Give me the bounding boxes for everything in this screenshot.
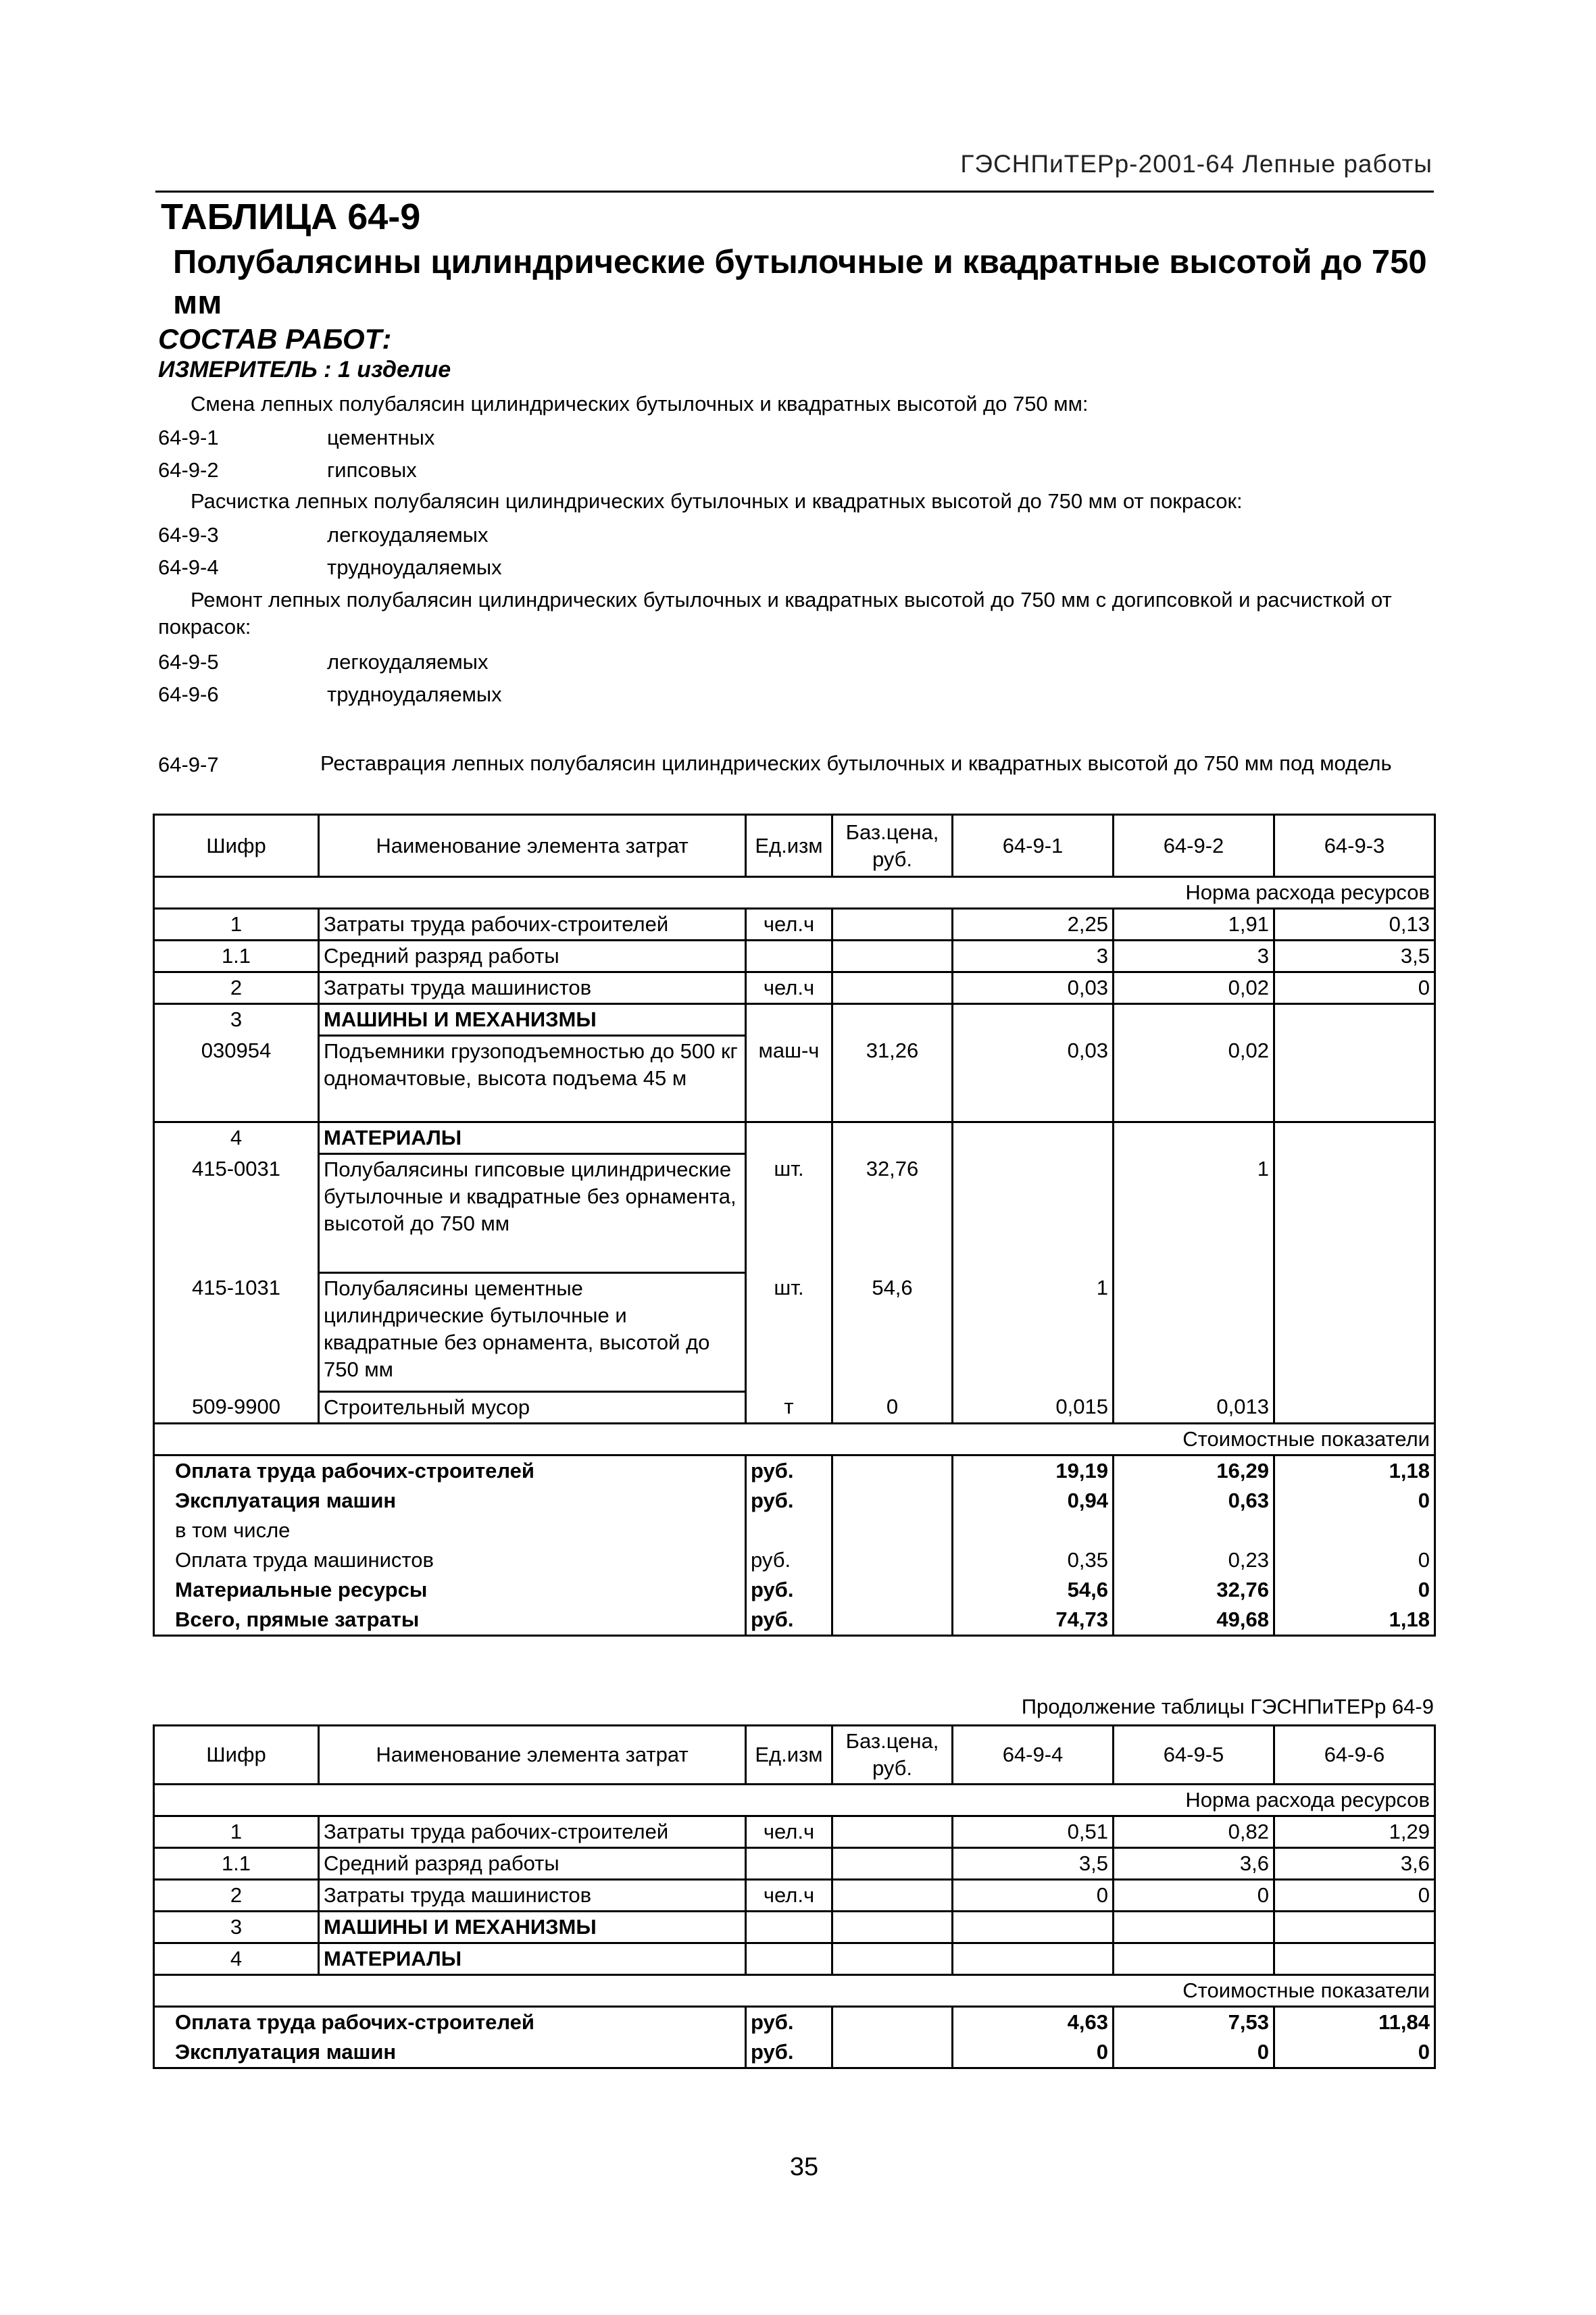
table-row xyxy=(154,909,1435,941)
summary-value-2: 16,29 xyxy=(1114,1455,1274,1487)
summary-value-3: 1,18 xyxy=(1274,1455,1435,1487)
row-unit xyxy=(746,941,832,972)
row-value-1: 2,25 xyxy=(953,909,1114,941)
work-name-2: гипсовых xyxy=(327,458,417,482)
summary-value-1: 19,19 xyxy=(953,1455,1114,1487)
summary-unit: руб. xyxy=(746,2037,832,2068)
work-name-5: легкоудаляемых xyxy=(327,650,489,674)
row-unit: чел.ч xyxy=(746,1816,832,1848)
work-name-6: трудноудаляемых xyxy=(327,682,502,706)
row-name: Средний разряд работы xyxy=(319,1848,746,1880)
stoim-label: Стоимостные показатели xyxy=(154,1424,1435,1455)
summary-unit: руб. xyxy=(746,1545,832,1575)
measure-unit: ИЗМЕРИТЕЛЬ : 1 изделие xyxy=(158,357,451,382)
table-row xyxy=(154,1036,1435,1122)
row-price xyxy=(832,909,953,941)
table-row xyxy=(154,972,1435,1004)
cost-table-1 xyxy=(153,814,1436,1637)
row-value-1: 1 xyxy=(953,1273,1114,1392)
summary-value-1: 4,63 xyxy=(953,2007,1114,2038)
row-value-1: 0,51 xyxy=(953,1816,1114,1848)
work-code-5: 64-9-5 xyxy=(158,650,219,674)
summary-name: Оплата труда рабочих-строителей xyxy=(154,1455,746,1487)
row-code: 2 xyxy=(154,972,319,1004)
row-code: 509-9900 xyxy=(154,1392,319,1424)
row-name: Полубалясины гипсовые цилиндрические бутылочные и квадратные без орнамента, высотой до 750 мм xyxy=(319,1154,746,1273)
table-row xyxy=(154,1848,1435,1880)
row-price xyxy=(832,941,953,972)
work-name-3: легкоудаляемых xyxy=(327,523,489,547)
summary-name: Всего, прямые затраты xyxy=(154,1605,746,1636)
section-title: МАТЕРИАЛЫ xyxy=(319,1122,746,1154)
row-value-3 xyxy=(1274,1154,1435,1273)
summary-unit: руб. xyxy=(746,1486,832,1516)
row-value-2: 0,013 xyxy=(1114,1392,1274,1424)
row-unit: шт. xyxy=(746,1273,832,1392)
row-value-3: 1,29 xyxy=(1274,1816,1435,1848)
header-col-3: 64-9-6 xyxy=(1274,1726,1435,1785)
row-value-2: 3 xyxy=(1114,941,1274,972)
row-code: 3 xyxy=(154,1004,319,1036)
summary-row xyxy=(154,1545,1435,1575)
row-unit: т xyxy=(746,1392,832,1424)
table-title: Полубалясины цилиндрические бутылочные и квадратные высотой до 750 мм xyxy=(173,244,1427,321)
work-code-3: 64-9-3 xyxy=(158,523,219,547)
summary-row xyxy=(154,2007,1435,2038)
row-value-3: 0 xyxy=(1274,1880,1435,1912)
row-code: 3 xyxy=(154,1912,319,1943)
summary-row xyxy=(154,1605,1435,1636)
summary-row xyxy=(154,2037,1435,2068)
row-value-1: 0 xyxy=(953,1880,1114,1912)
row-value-3 xyxy=(1274,1036,1435,1122)
row-unit: чел.ч xyxy=(746,972,832,1004)
continuation-title: Продолжение таблицы ГЭСНПиТЕРр 64-9 xyxy=(1021,1695,1434,1718)
table-header-row xyxy=(154,1726,1435,1785)
header-name: Наименование элемента затрат xyxy=(319,815,746,877)
summary-value-3: 0 xyxy=(1274,1486,1435,1516)
header-col-3: 64-9-3 xyxy=(1274,815,1435,877)
row-value-2: 3,6 xyxy=(1114,1848,1274,1880)
row-value-3: 0 xyxy=(1274,972,1435,1004)
summary-unit: руб. xyxy=(746,1455,832,1487)
header-price: Баз.цена, руб. xyxy=(832,815,953,877)
table-header-row xyxy=(154,815,1435,877)
summary-value-2: 32,76 xyxy=(1114,1575,1274,1605)
row-name: Строительный мусор xyxy=(319,1392,746,1424)
row-price: 31,26 xyxy=(832,1036,953,1122)
sostav-heading: СОСТАВ РАБОТ: xyxy=(158,323,392,355)
row-value-2: 0,02 xyxy=(1114,972,1274,1004)
summary-name: в том числе xyxy=(154,1516,746,1545)
row-value-2: 1 xyxy=(1114,1154,1274,1273)
summary-value-1: 0 xyxy=(953,2037,1114,2068)
work-code-7: 64-9-7 xyxy=(158,753,219,776)
section-row xyxy=(154,1424,1435,1455)
row-code: 1 xyxy=(154,909,319,941)
row-price: 32,76 xyxy=(832,1154,953,1273)
work-group-2-intro: Расчистка лепных полубалясин цилиндрических бутылочных и квадратных высотой до 750 мм от покрасок: xyxy=(191,489,1243,513)
row-code: 1 xyxy=(154,1816,319,1848)
summary-value-3: 0 xyxy=(1274,2037,1435,2068)
row-unit xyxy=(746,1848,832,1880)
work-group-3-intro: Ремонт лепных полубалясин цилиндрических бутылочных и квадратных высотой до 750 мм с догипсовкой и расчисткой от покрасок: xyxy=(158,588,1392,639)
row-code: 1.1 xyxy=(154,1848,319,1880)
summary-value-2: 7,53 xyxy=(1114,2007,1274,2038)
norma-label: Норма расхода ресурсов xyxy=(154,1785,1435,1816)
summary-value-3: 11,84 xyxy=(1274,2007,1435,2038)
row-value-1 xyxy=(953,1154,1114,1273)
row-code: 415-1031 xyxy=(154,1273,319,1392)
table-number: ТАБЛИЦА 64-9 xyxy=(161,197,421,237)
header-rule xyxy=(155,191,1434,193)
summary-value-2: 0,23 xyxy=(1114,1545,1274,1575)
header-name: Наименование элемента затрат xyxy=(319,1726,746,1785)
norma-label: Норма расхода ресурсов xyxy=(154,877,1435,909)
summary-name: Оплата труда машинистов xyxy=(154,1545,746,1575)
row-name: Затраты труда машинистов xyxy=(319,1880,746,1912)
summary-unit: руб. xyxy=(746,2007,832,2038)
header-shifr: Шифр xyxy=(154,1726,319,1785)
summary-row xyxy=(154,1455,1435,1487)
summary-name: Эксплуатация машин xyxy=(154,1486,746,1516)
row-value-3: 3,6 xyxy=(1274,1848,1435,1880)
row-unit: шт. xyxy=(746,1154,832,1273)
table-row xyxy=(154,1273,1435,1392)
work-group-1-intro: Смена лепных полубалясин цилиндрических бутылочных и квадратных высотой до 750 мм: xyxy=(191,392,1089,416)
row-name: Затраты труда машинистов xyxy=(319,972,746,1004)
table-row xyxy=(154,1816,1435,1848)
running-head: ГЭСНПиТЕРр-2001-64 Лепные работы xyxy=(960,150,1432,178)
section-row xyxy=(154,1912,1435,1943)
work-name-4: трудноудаляемых xyxy=(327,555,502,579)
summary-value-2: 0,63 xyxy=(1114,1486,1274,1516)
stoim-label: Стоимостные показатели xyxy=(154,1975,1435,2007)
section-row xyxy=(154,1785,1435,1816)
section-row xyxy=(154,1122,1435,1154)
header-col-1: 64-9-4 xyxy=(953,1726,1114,1785)
section-row xyxy=(154,1004,1435,1036)
section-row xyxy=(154,1943,1435,1975)
row-value-2: 0,82 xyxy=(1114,1816,1274,1848)
section-row xyxy=(154,877,1435,909)
summary-name: Оплата труда рабочих-строителей xyxy=(154,2007,746,2038)
summary-value-1: 0,94 xyxy=(953,1486,1114,1516)
summary-value-3: 0 xyxy=(1274,1575,1435,1605)
row-name: Подъемники грузоподъемностью до 500 кг одномачтовые, высота подъема 45 м xyxy=(319,1036,746,1122)
summary-row xyxy=(154,1575,1435,1605)
row-value-3: 0,13 xyxy=(1274,909,1435,941)
work-code-6: 64-9-6 xyxy=(158,682,219,706)
summary-name: Эксплуатация машин xyxy=(154,2037,746,2068)
row-name: Затраты труда рабочих-строителей xyxy=(319,909,746,941)
row-value-3: 3,5 xyxy=(1274,941,1435,972)
summary-name: Материальные ресурсы xyxy=(154,1575,746,1605)
section-title: МАШИНЫ И МЕХАНИЗМЫ xyxy=(319,1004,746,1036)
summary-value-1: 0,35 xyxy=(953,1545,1114,1575)
work-name-7: Реставрация лепных полубалясин цилиндрических бутылочных и квадратных высотой до 750 мм под модель xyxy=(320,751,1392,775)
row-code: 2 xyxy=(154,1880,319,1912)
header-col-1: 64-9-1 xyxy=(953,815,1114,877)
row-value-2: 0,02 xyxy=(1114,1036,1274,1122)
summary-value-2: 0 xyxy=(1114,2037,1274,2068)
row-price: 0 xyxy=(832,1392,953,1424)
work-name-1: цементных xyxy=(327,426,435,449)
work-code-4: 64-9-4 xyxy=(158,555,219,579)
row-name: Средний разряд работы xyxy=(319,941,746,972)
row-price xyxy=(832,972,953,1004)
work-code-1: 64-9-1 xyxy=(158,426,219,449)
summary-value-1: 74,73 xyxy=(953,1605,1114,1636)
summary-unit: руб. xyxy=(746,1605,832,1636)
page-number: 35 xyxy=(789,2153,819,2181)
summary-value-2: 49,68 xyxy=(1114,1605,1274,1636)
header-price: Баз.цена, руб. xyxy=(832,1726,953,1785)
summary-row xyxy=(154,1486,1435,1516)
row-code: 030954 xyxy=(154,1036,319,1122)
section-row xyxy=(154,1975,1435,2007)
row-code: 4 xyxy=(154,1122,319,1154)
table-row xyxy=(154,1154,1435,1273)
row-unit: маш-ч xyxy=(746,1036,832,1122)
section-title: МАТЕРИАЛЫ xyxy=(319,1943,746,1975)
work-code-2: 64-9-2 xyxy=(158,458,219,482)
summary-unit: руб. xyxy=(746,1575,832,1605)
cost-table-2 xyxy=(153,1724,1436,2069)
row-value-3 xyxy=(1274,1273,1435,1392)
row-value-2: 1,91 xyxy=(1114,909,1274,941)
row-value-1: 0,03 xyxy=(953,972,1114,1004)
row-value-2 xyxy=(1114,1273,1274,1392)
row-code: 1.1 xyxy=(154,941,319,972)
row-value-1: 0,015 xyxy=(953,1392,1114,1424)
header-unit: Ед.изм xyxy=(746,815,832,877)
row-value-1: 0,03 xyxy=(953,1036,1114,1122)
section-title: МАШИНЫ И МЕХАНИЗМЫ xyxy=(319,1912,746,1943)
row-value-2: 0 xyxy=(1114,1880,1274,1912)
summary-value-3: 1,18 xyxy=(1274,1605,1435,1636)
row-value-3 xyxy=(1274,1392,1435,1424)
table-row xyxy=(154,1392,1435,1424)
header-unit: Ед.изм xyxy=(746,1726,832,1785)
header-shifr: Шифр xyxy=(154,815,319,877)
row-value-1: 3,5 xyxy=(953,1848,1114,1880)
row-code: 415-0031 xyxy=(154,1154,319,1273)
summary-value-1: 54,6 xyxy=(953,1575,1114,1605)
row-value-1: 3 xyxy=(953,941,1114,972)
row-price: 54,6 xyxy=(832,1273,953,1392)
summary-value-3: 0 xyxy=(1274,1545,1435,1575)
header-col-2: 64-9-5 xyxy=(1114,1726,1274,1785)
row-name: Затраты труда рабочих-строителей xyxy=(319,1816,746,1848)
row-name: Полубалясины цементные цилиндрические бутылочные и квадратные без орнамента, высотой до 750 мм xyxy=(319,1273,746,1392)
table-row xyxy=(154,1880,1435,1912)
table-row xyxy=(154,941,1435,972)
header-col-2: 64-9-2 xyxy=(1114,815,1274,877)
row-code: 4 xyxy=(154,1943,319,1975)
row-unit: чел.ч xyxy=(746,909,832,941)
row-unit: чел.ч xyxy=(746,1880,832,1912)
summary-row xyxy=(154,1516,1435,1545)
